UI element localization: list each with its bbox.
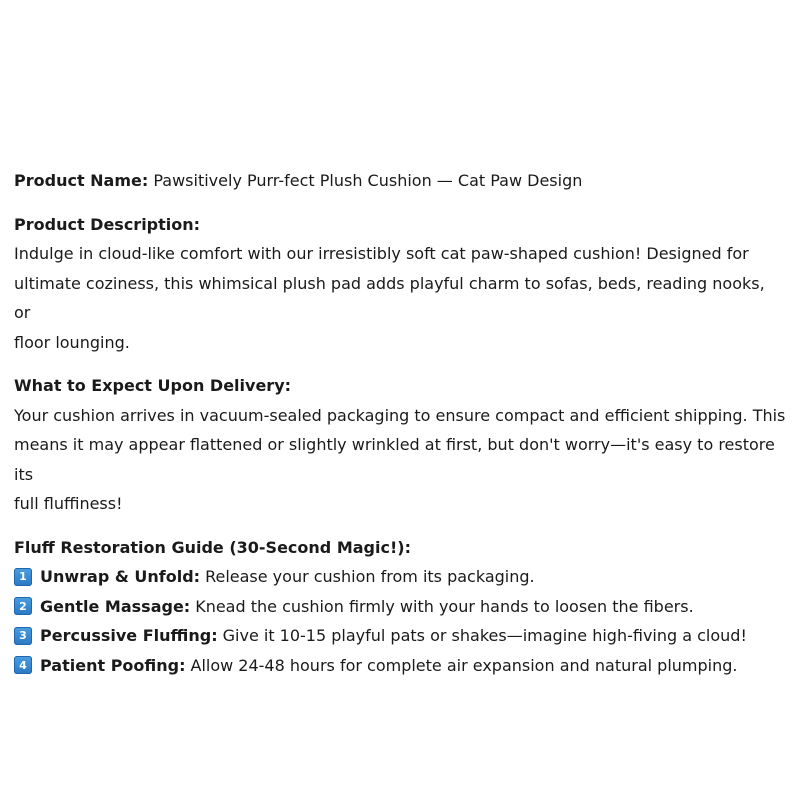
step-title: Percussive Fluffing: <box>40 626 218 645</box>
delivery-line: Your cushion arrives in vacuum-sealed packaging to ensure compact and efficient shipping. This <box>14 405 786 425</box>
keycap-one-icon: 1 <box>14 568 32 586</box>
guide-step <box>14 651 786 681</box>
step-text: Knead the cushion firmly with your hands to loosen the fibers. <box>195 596 694 616</box>
keycap-four-icon: 4 <box>14 656 32 674</box>
guide-step <box>14 621 786 651</box>
keycap-two-icon: 2 <box>14 597 32 615</box>
step-text: Allow 24-48 hours for complete air expansion and natural plumping. <box>190 655 738 675</box>
delivery-section <box>14 371 786 519</box>
step-title: Gentle Massage: <box>40 596 191 616</box>
step-text: Release your cushion from its packaging. <box>205 567 535 586</box>
delivery-line: full fluffiness! <box>14 494 123 513</box>
delivery-heading: What to Expect Upon Delivery: <box>14 376 292 395</box>
step-title: Patient Poofing: <box>40 655 186 675</box>
guide-step <box>14 562 786 592</box>
step-title: Unwrap & Unfold: <box>40 567 201 586</box>
keycap-three-icon: 3 <box>14 627 32 645</box>
product-name-section <box>14 166 786 196</box>
product-name-line <box>14 166 786 196</box>
description-line: ultimate coziness, this whimsical plush pad adds playful charm to sofas, beds, reading nooks, or <box>14 273 765 322</box>
step-text: Give it 10-15 playful pats or shakes—imagine high-fiving a cloud! <box>222 626 747 645</box>
product-info-document <box>14 166 786 694</box>
description-section <box>14 210 786 358</box>
description-heading: Product Description: <box>14 214 201 234</box>
guide-section <box>14 533 786 681</box>
delivery-line: means it may appear flattened or slightly wrinkled at first, but don't worry—it's easy to restore its <box>14 435 775 484</box>
product-name-label: Product Name: <box>14 171 149 190</box>
description-line: floor lounging. <box>14 332 130 352</box>
guide-heading: Fluff Restoration Guide (30-Second Magic!): <box>14 537 411 557</box>
description-line: Indulge in cloud-like comfort with our irresistibly soft cat paw-shaped cushion! Designed for <box>14 244 749 263</box>
guide-step <box>14 592 786 622</box>
product-name-value: Pawsitively Purr-fect Plush Cushion — Cat Paw Design <box>153 171 583 190</box>
